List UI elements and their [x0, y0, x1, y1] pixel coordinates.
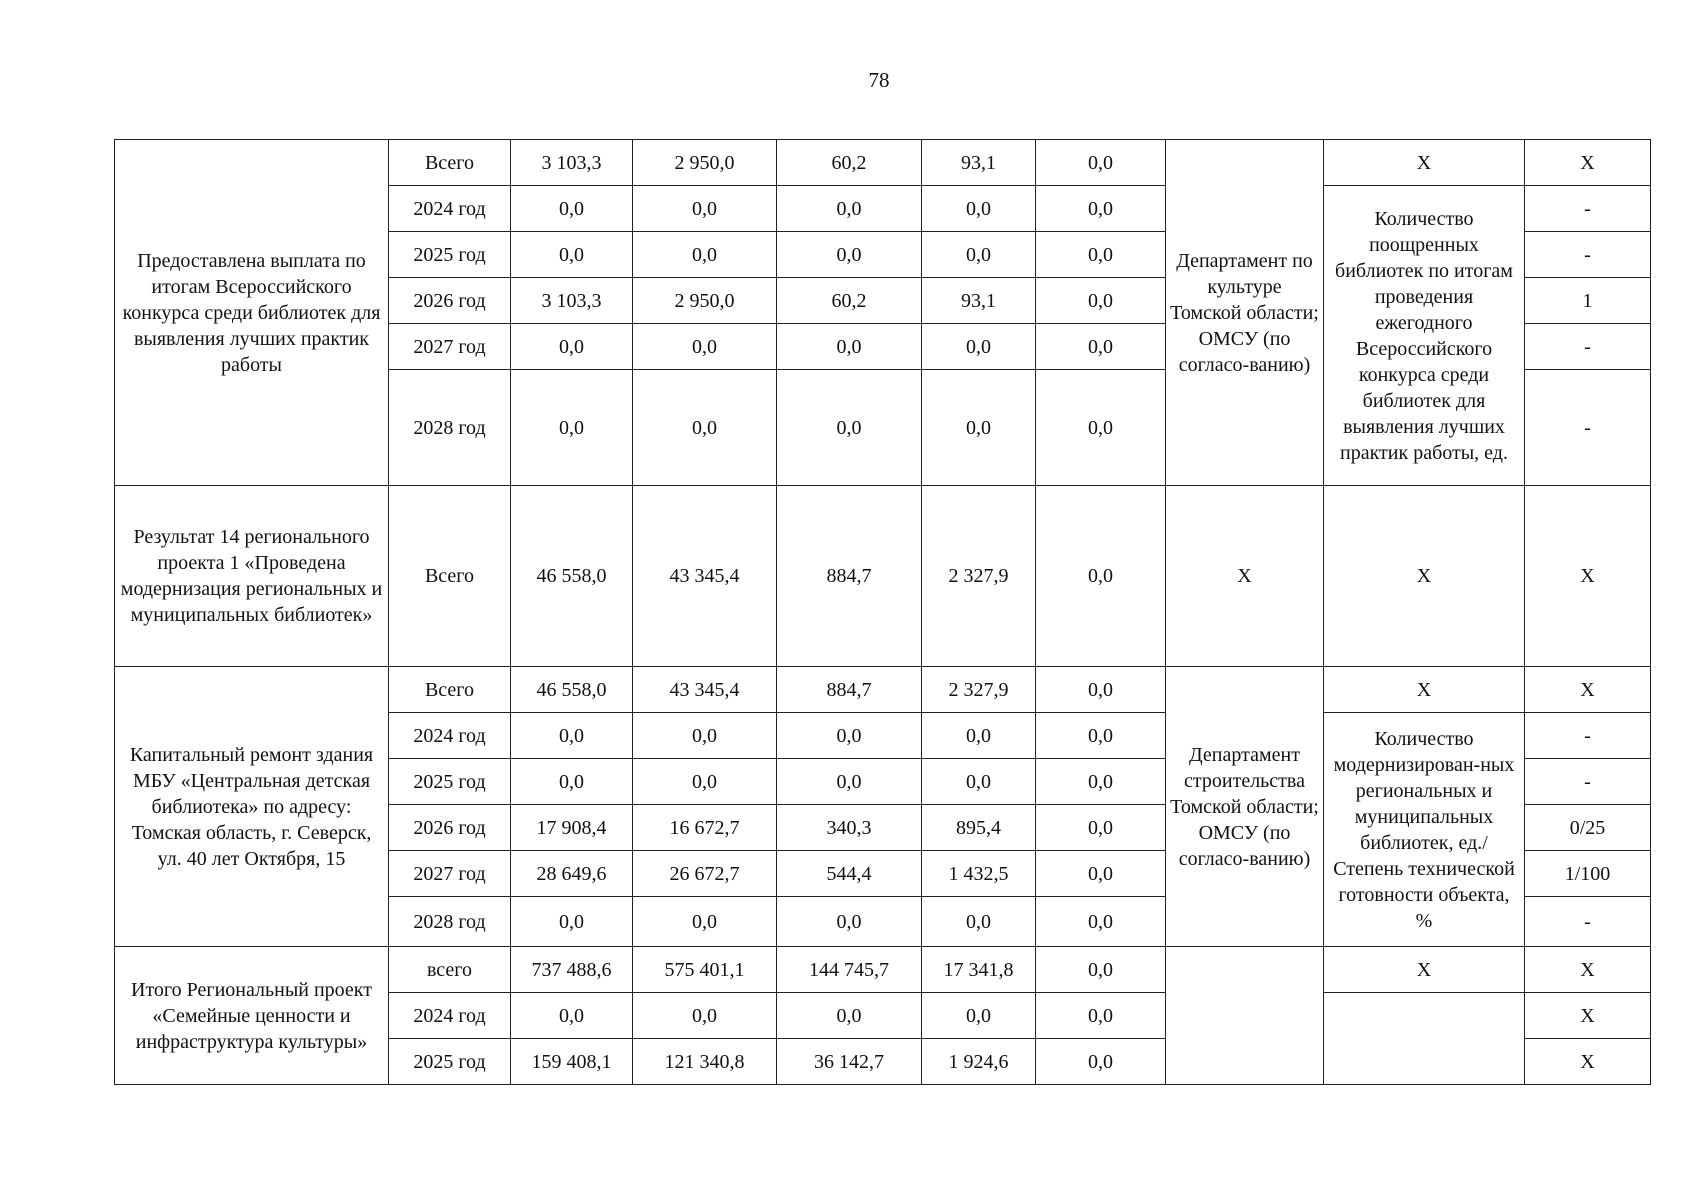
- value-cell: 0,0: [633, 232, 777, 278]
- value-cell: 0,0: [1036, 759, 1166, 805]
- value-cell: 16 672,7: [633, 805, 777, 851]
- value-cell: 895,4: [922, 805, 1036, 851]
- value-cell: 28 649,6: [511, 851, 633, 897]
- indicator-value-cell: 1/100: [1525, 851, 1651, 897]
- value-cell: 0,0: [511, 324, 633, 370]
- value-cell: 0,0: [777, 759, 922, 805]
- period-cell: 2028 год: [389, 370, 511, 486]
- value-cell: 0,0: [511, 232, 633, 278]
- value-cell: 93,1: [922, 140, 1036, 186]
- indicator-header-cell: Х: [1324, 667, 1525, 713]
- value-cell: 0,0: [1036, 486, 1166, 667]
- value-cell: 17 908,4: [511, 805, 633, 851]
- value-cell: 0,0: [1036, 324, 1166, 370]
- value-cell: 0,0: [511, 713, 633, 759]
- total-name: Итого Региональный проект «Семейные ценности и инфраструктура культуры»: [115, 947, 389, 1085]
- period-cell: Всего: [389, 140, 511, 186]
- value-cell: 0,0: [922, 324, 1036, 370]
- value-cell: 0,0: [1036, 278, 1166, 324]
- indicator-value-cell: -: [1525, 897, 1651, 947]
- indicator-value-cell: -: [1525, 186, 1651, 232]
- value-cell: 2 950,0: [633, 278, 777, 324]
- value-cell: 0,0: [777, 993, 922, 1039]
- indicator-name-cell: Х: [1324, 947, 1525, 993]
- indicator-value-cell: 1: [1525, 278, 1651, 324]
- value-cell: 0,0: [633, 713, 777, 759]
- value-cell: 0,0: [777, 324, 922, 370]
- value-cell: 0,0: [777, 713, 922, 759]
- value-cell: 0,0: [1036, 370, 1166, 486]
- period-cell: 2024 год: [389, 186, 511, 232]
- event-name: Предоставлена выплата по итогам Всероссийского конкурса среди библиотек для выявления лучших практик работы: [115, 140, 389, 486]
- executor-cell: Х: [1166, 486, 1324, 667]
- table-row: [115, 486, 1651, 667]
- value-cell: 0,0: [511, 186, 633, 232]
- period-cell: 2025 год: [389, 759, 511, 805]
- value-cell: 0,0: [1036, 993, 1166, 1039]
- value-cell: 1 432,5: [922, 851, 1036, 897]
- value-cell: 1 924,6: [922, 1039, 1036, 1085]
- budget-table: [114, 139, 1651, 1085]
- value-cell: 43 345,4: [633, 486, 777, 667]
- value-cell: 0,0: [1036, 140, 1166, 186]
- indicator-value-cell: Х: [1525, 993, 1651, 1039]
- period-cell: 2024 год: [389, 993, 511, 1039]
- value-cell: 26 672,7: [633, 851, 777, 897]
- period-cell: 2026 год: [389, 278, 511, 324]
- value-cell: 144 745,7: [777, 947, 922, 993]
- value-cell: 0,0: [1036, 1039, 1166, 1085]
- value-cell: 0,0: [922, 713, 1036, 759]
- value-cell: 121 340,8: [633, 1039, 777, 1085]
- value-cell: 43 345,4: [633, 667, 777, 713]
- value-cell: 0,0: [511, 759, 633, 805]
- value-cell: 340,3: [777, 805, 922, 851]
- executor-cell: Департамент строительства Томской области; ОМСУ (по согласо-ванию): [1166, 667, 1324, 947]
- value-cell: 884,7: [777, 667, 922, 713]
- value-cell: 17 341,8: [922, 947, 1036, 993]
- period-cell: 2025 год: [389, 232, 511, 278]
- period-cell: 2024 год: [389, 713, 511, 759]
- indicator-header-cell: Х: [1324, 140, 1525, 186]
- indicator-value-cell: Х: [1525, 1039, 1651, 1085]
- value-cell: 60,2: [777, 140, 922, 186]
- indicator-value-cell: 0/25: [1525, 805, 1651, 851]
- indicator-value-cell: Х: [1525, 486, 1651, 667]
- page-number: 78: [868, 68, 890, 92]
- table-row: [115, 140, 1651, 186]
- value-cell: 3 103,3: [511, 278, 633, 324]
- indicator-value-cell: -: [1525, 324, 1651, 370]
- value-cell: 2 327,9: [922, 486, 1036, 667]
- period-cell: 2027 год: [389, 851, 511, 897]
- value-cell: 884,7: [777, 486, 922, 667]
- value-cell: 0,0: [511, 370, 633, 486]
- value-cell: 0,0: [777, 897, 922, 947]
- indicator-value-cell: -: [1525, 232, 1651, 278]
- value-cell: 36 142,7: [777, 1039, 922, 1085]
- value-cell: 0,0: [777, 370, 922, 486]
- indicator-value-cell: Х: [1525, 667, 1651, 713]
- value-cell: 3 103,3: [511, 140, 633, 186]
- value-cell: 544,4: [777, 851, 922, 897]
- value-cell: 93,1: [922, 278, 1036, 324]
- value-cell: 0,0: [1036, 667, 1166, 713]
- value-cell: 0,0: [922, 993, 1036, 1039]
- value-cell: 0,0: [922, 232, 1036, 278]
- value-cell: 0,0: [777, 186, 922, 232]
- value-cell: 0,0: [1036, 851, 1166, 897]
- value-cell: 60,2: [777, 278, 922, 324]
- value-cell: 0,0: [922, 897, 1036, 947]
- indicator-value-cell: -: [1525, 713, 1651, 759]
- value-cell: 0,0: [633, 897, 777, 947]
- value-cell: 737 488,6: [511, 947, 633, 993]
- event-name: Капитальный ремонт здания МБУ «Центральная детская библиотека» по адресу: Томская область, г. Северск, ул. 40 лет Октября, 15: [115, 667, 389, 947]
- value-cell: 575 401,1: [633, 947, 777, 993]
- period-cell: Всего: [389, 667, 511, 713]
- result-name: Результат 14 регионального проекта 1 «Проведена модернизация региональных и муниципальных библиотек»: [115, 486, 389, 667]
- value-cell: 46 558,0: [511, 486, 633, 667]
- value-cell: 0,0: [922, 370, 1036, 486]
- period-cell: 2027 год: [389, 324, 511, 370]
- value-cell: 0,0: [922, 186, 1036, 232]
- value-cell: 0,0: [511, 993, 633, 1039]
- value-cell: 46 558,0: [511, 667, 633, 713]
- indicator-value-cell: -: [1525, 370, 1651, 486]
- period-cell: 2025 год: [389, 1039, 511, 1085]
- period-cell: 2026 год: [389, 805, 511, 851]
- executor-cell: [1166, 947, 1324, 1085]
- executor-cell: Департамент по культуре Томской области; ОМСУ (по согласо-ванию): [1166, 140, 1324, 486]
- indicator-name-cell: Х: [1324, 486, 1525, 667]
- value-cell: 0,0: [633, 370, 777, 486]
- indicator-name-cell: Количество модернизирован-ных региональных и муниципальных библиотек, ед./ Степень технической готовности объекта, %: [1324, 713, 1525, 947]
- table-row: [115, 947, 1651, 993]
- value-cell: 0,0: [922, 759, 1036, 805]
- period-cell: 2028 год: [389, 897, 511, 947]
- value-cell: 0,0: [1036, 232, 1166, 278]
- value-cell: 2 327,9: [922, 667, 1036, 713]
- value-cell: 0,0: [1036, 947, 1166, 993]
- value-cell: 0,0: [1036, 713, 1166, 759]
- value-cell: 0,0: [633, 324, 777, 370]
- value-cell: 0,0: [511, 897, 633, 947]
- indicator-value-cell: -: [1525, 759, 1651, 805]
- value-cell: 0,0: [1036, 186, 1166, 232]
- value-cell: 0,0: [1036, 897, 1166, 947]
- value-cell: 2 950,0: [633, 140, 777, 186]
- value-cell: 0,0: [777, 232, 922, 278]
- indicator-name-cell: [1324, 993, 1525, 1085]
- value-cell: 0,0: [633, 186, 777, 232]
- indicator-value-cell: Х: [1525, 140, 1651, 186]
- value-cell: 0,0: [633, 993, 777, 1039]
- period-cell: всего: [389, 947, 511, 993]
- value-cell: 0,0: [1036, 805, 1166, 851]
- value-cell: 0,0: [633, 759, 777, 805]
- table-row: [115, 667, 1651, 713]
- period-cell: Всего: [389, 486, 511, 667]
- indicator-value-cell: Х: [1525, 947, 1651, 993]
- value-cell: 159 408,1: [511, 1039, 633, 1085]
- indicator-name-cell: Количество поощренных библиотек по итогам проведения ежегодного Всероссийского конкурса среди библиотек для выявления лучших практик работы, ед.: [1324, 186, 1525, 486]
